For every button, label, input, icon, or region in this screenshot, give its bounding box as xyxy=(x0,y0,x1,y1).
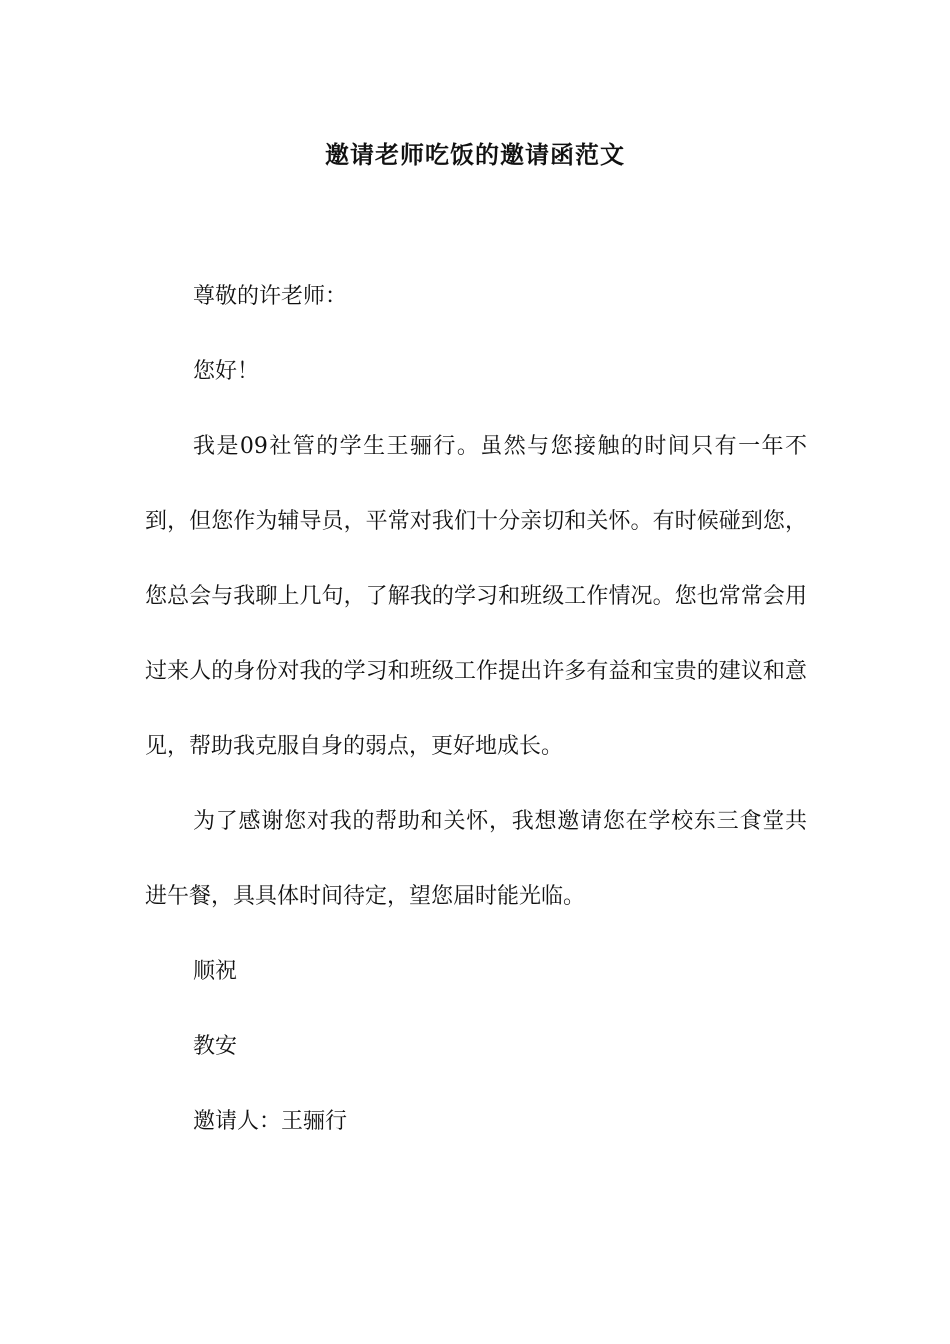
document-title: 邀请老师吃饭的邀请函范文 xyxy=(325,140,625,169)
signature: 邀请人：王骊行 xyxy=(193,1109,348,1134)
body-paragraph-1: 我是09社管的学生王骊行。虽然与您接触的时间只有一年不到，但您作为辅导员，平常对我们十分亲切和关怀。有时候碰到您，您总会与我聊上几句，了解我的学习和班级工作情况。您也常常会用过来人的身份对我的学习和班级工作提出许多有益和宝贵的建议和意见，帮助我克服自身的弱点，更好地成长。 xyxy=(145,434,807,759)
body-paragraph-2: 为了感谢您对我的帮助和关怀，我想邀请您在学校东三食堂共进午餐，具具体时间待定，望您届时能光临。 xyxy=(145,809,807,909)
closing-line-1: 顺祝 xyxy=(193,959,238,984)
greeting: 您好！ xyxy=(193,359,260,384)
letter-body xyxy=(145,259,807,1159)
closing-line-2: 教安 xyxy=(193,1034,238,1059)
salutation: 尊敬的许老师： xyxy=(193,284,348,309)
